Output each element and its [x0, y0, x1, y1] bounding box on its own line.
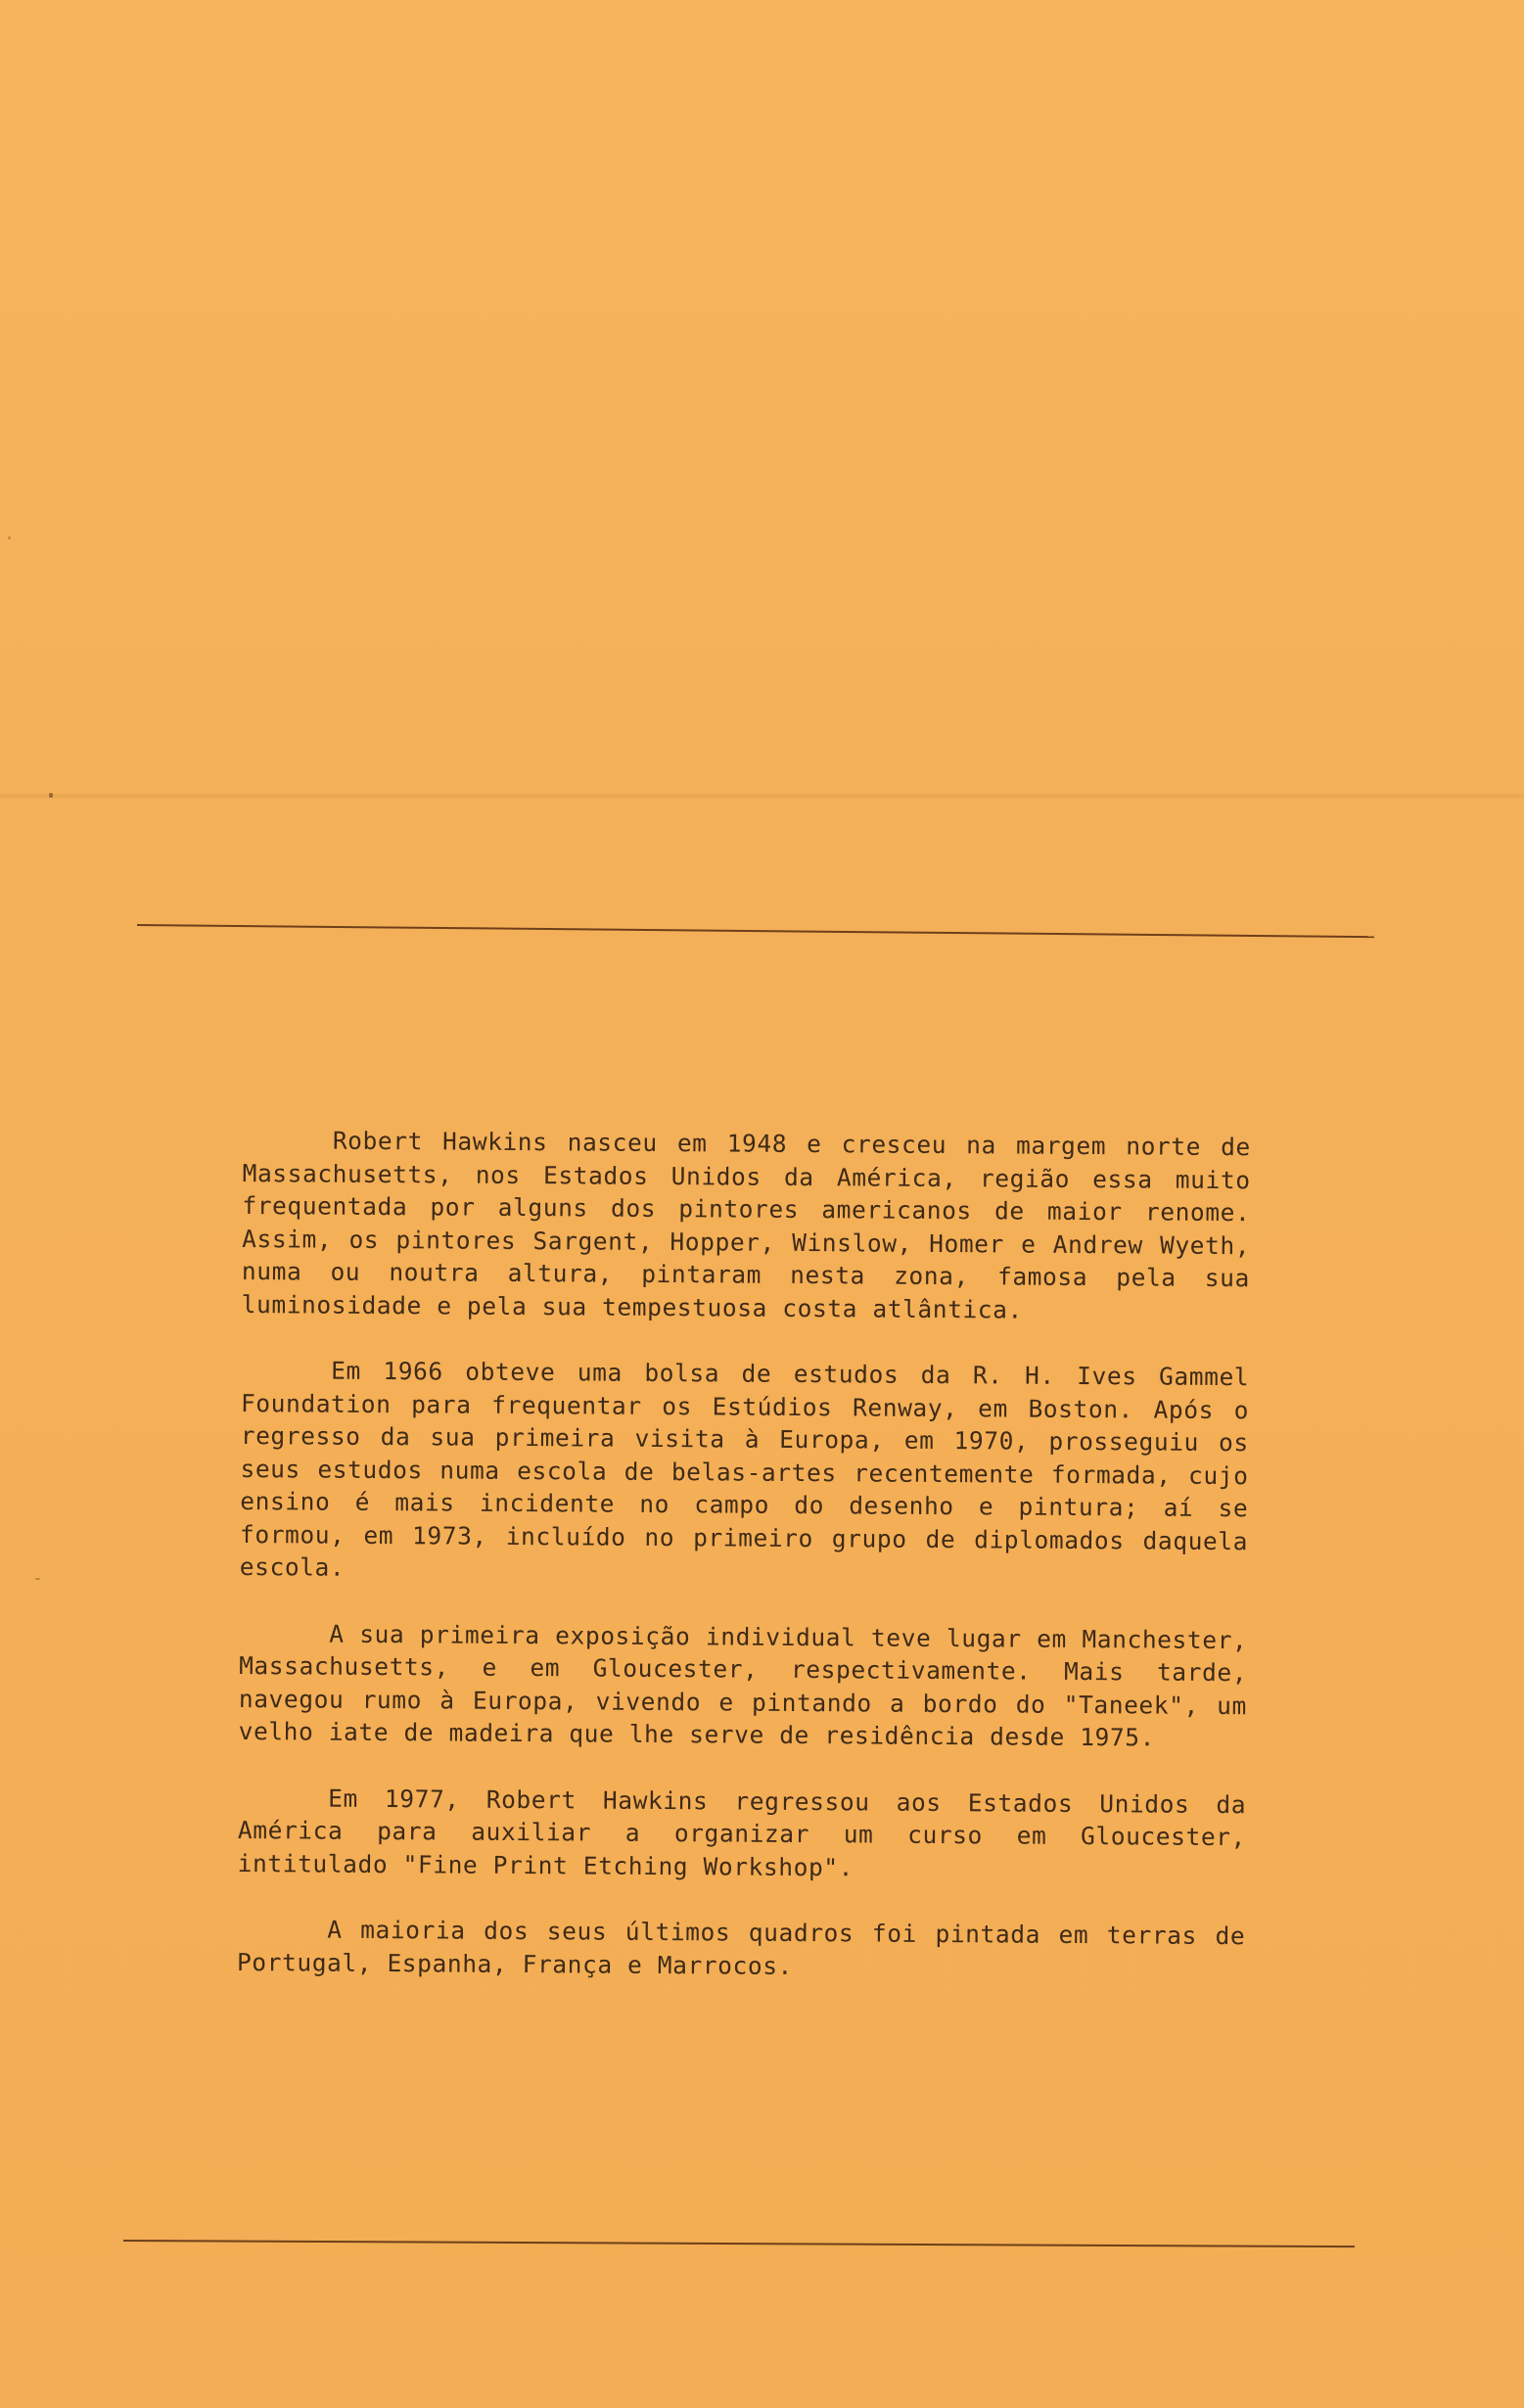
paragraph-studies: Em 1966 obteve uma bolsa de estudos da R. H. Ives Gammel Foundation para frequentar os Estúdios Renway, em Boston. Após o regresso da sua primeira visita à Europa, em 1970, prosseguiu os seus estudos numa escola de belas-artes recentemente formada, cujo ensino é mais incidente no campo do desenho e pintura; aí se formou, em 1973, incluído no primeiro grupo de diplomados daquela escola.	[239, 1356, 1250, 1582]
paper-fold	[0, 793, 1524, 799]
paper-speck	[8, 536, 11, 539]
paragraph-birth: Robert Hawkins nasceu em 1948 e cresceu na margem norte de Massachusetts, nos Estados Unidos da América, região essa muito frequentada por alguns dos pintores americanos de maior renome. Assim, os pintores Sargent, Hopper, Winslow, Homer e Andrew Wyeth, numa ou noutra altura, pintaram nesta zona, famosa pela sua luminosidade e pela sua tempestuosa costa atlântica.	[241, 1126, 1251, 1324]
biography-text	[237, 1124, 1251, 2018]
paper-speck	[49, 793, 53, 798]
paper-speck	[35, 1578, 40, 1580]
paragraph-recent-work: A maioria dos seus últimos quadros foi pintada em terras de Portugal, Espanha, França e Marrocos.	[236, 1915, 1246, 1980]
top-divider-line	[137, 924, 1374, 938]
paragraph-exhibition: A sua primeira exposição individual teve lugar em Manchester, Massachusetts, e em Gloucester, respectivamente. Mais tarde, navegou rumo à Europa, vivendo e pintando a bordo do "Taneek", um velho iate de madeira que lhe serve de residência desde 1975.	[238, 1619, 1248, 1752]
paragraph-return: Em 1977, Robert Hawkins regressou aos Estados Unidos da América para auxiliar a organizar um curso em Gloucester, intitulado "Fine Print Etching Workshop".	[237, 1783, 1247, 1881]
bottom-divider-line	[123, 2240, 1355, 2247]
